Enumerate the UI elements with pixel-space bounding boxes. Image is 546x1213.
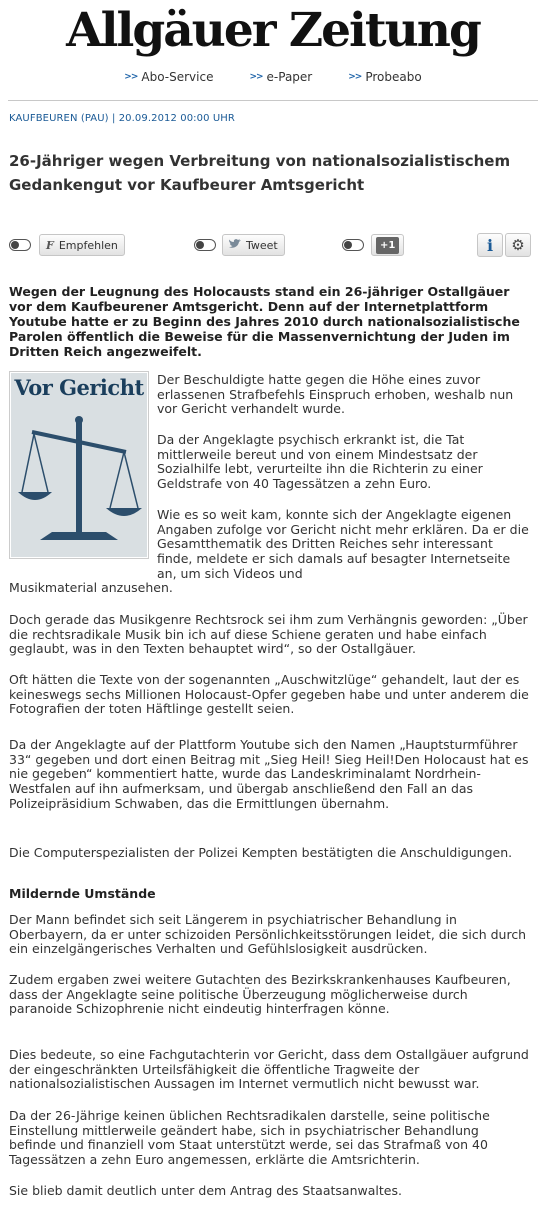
tweet-label: Tweet — [246, 238, 278, 252]
paragraph: Der Mann befindet sich seit Längerem in psychiatrischer Behandlung in Oberbayern, da er unter schizoiden Persönlichkeitsstörungen leidet, die sich durch ein einzelgängerisches Verhalten und Gefühlslosigkeit ausdrücken. — [9, 912, 527, 957]
top-navigation — [0, 70, 546, 85]
paragraph: Doch gerade das Musikgenre Rechtsrock sei ihm zum Verhängnis geworden: „Über die rechtsradikale Musik bin ich auf diese Schiene geraten und habe einfach geglaubt, was in den Texten behauptet wird“, so der Ostallgäuer. — [9, 612, 528, 657]
newspaper-logo[interactable]: Allgäuer Zeitung — [66, 3, 480, 58]
paragraph: Zudem ergaben zwei weitere Gutachten des Bezirkskrankenhauses Kaufbeuren, dass der Angeklagte seine politische Überzeugung möglicherweise durch paranoide Schizophrenie nicht eindeutig hinterfragen könne. — [9, 972, 511, 1017]
twitter-bird-icon — [229, 238, 241, 253]
facebook-privacy-toggle[interactable] — [9, 239, 31, 251]
article-meta: KAUFBEUREN (PAU) | 20.09.2012 00:00 UHR — [9, 113, 235, 124]
nav-link-abo-service[interactable] — [124, 70, 213, 85]
info-button[interactable] — [477, 233, 503, 257]
gear-icon: ⚙ — [511, 235, 525, 254]
paragraph: Oft hätten die Texte von der sogenannten „Auschwitzlüge“ gehandelt, laut der es keineswegs sechs Millionen Holocaust-Opfer gegeben habe und unter anderem die Fotografien der toten Häftlinge gestellt seien. — [9, 672, 529, 717]
article-lead: Wegen der Leugnung des Holocausts stand ein 26-jähriger Ostallgäuer vor dem Kaufbeurener Amtsgericht. Denn auf der Internetplattform Youtube hatte er zu Beginn des Jahres 2010 durch nationalsozialistische Parolen öffentlich die Beweise für die Massenvernichtung der Juden im Dritten Reich angezweifelt. — [9, 284, 520, 359]
scales-of-justice-icon — [10, 412, 148, 558]
nav-link-probeabo[interactable] — [348, 70, 421, 85]
tweet-button[interactable] — [222, 234, 285, 256]
double-arrow-icon: >> — [249, 72, 263, 82]
double-arrow-icon: >> — [348, 72, 362, 82]
paragraph: Der Beschuldigte hatte gegen die Höhe eines zuvor erlassenen Strafbefehls Einspruch erhoben, weshalb nun vor Gericht verhandelt wurde. — [157, 372, 514, 417]
facebook-recommend-label: Empfehlen — [58, 238, 118, 252]
gplus-privacy-toggle[interactable] — [342, 239, 364, 251]
paragraph: Dies bedeute, so eine Fachgutachterin vor Gericht, dass dem Ostallgäuer aufgrund der eingeschränkten Urteilsfähigkeit die öffentliche Tragweite der nationalsozialistischen Aussagen im Internet vermutlich nicht bewusst war. — [9, 1047, 529, 1092]
twitter-privacy-toggle[interactable] — [194, 239, 216, 251]
nav-link-label: e-Paper — [266, 70, 313, 84]
article-headline: 26-Jähriger wegen Verbreitung von nationalsozialistischem Gedankengut vor Kaufbeurer Amtsgericht — [9, 152, 511, 194]
paragraph: Sie blieb damit deutlich unter dem Antrag des Staatsanwaltes. — [9, 1183, 402, 1198]
social-share-bar — [9, 233, 537, 259]
nav-link-label: Abo-Service — [141, 70, 214, 84]
paragraph: Da der Angeklagte psychisch erkrankt ist, die Tat mittlerweile bereut und von einem Mindestsatz der Sozialhilfe lebt, verurteilte ihn die Richterin zu einer Geldstrafe von 40 Tagessätzen a zehn Euro. — [157, 432, 483, 492]
paragraph: Wie es so weit kam, konnte sich der Angeklagte eigenen Angaben zufolge vor Gericht nicht mehr erklären. Da er die Gesamtthematik des Dritten Reiches sehr interessant finde, meldete er sich damals auf besagter Internetseite an, um sich Videos und — [157, 507, 529, 581]
paragraph: Musikmaterial anzusehen. — [9, 580, 173, 595]
gplus-button[interactable] — [371, 234, 404, 256]
nav-link-epaper[interactable] — [249, 70, 312, 85]
double-arrow-icon: >> — [124, 72, 138, 82]
article-image[interactable] — [9, 371, 149, 559]
facebook-recommend-button[interactable] — [39, 234, 125, 256]
info-icon: i — [486, 235, 494, 255]
paragraph: Da der Angeklagte auf der Plattform Youtube sich den Namen „Hauptsturmführer 33“ gegeben und dort einen Beitrag mit „Sieg Heil! Sieg Heil!Den Holocaust hat es nie gegeben“ kommentiert hatte, wurde das Landeskriminalamt Nordrhein-Westfalen auf ihn aufmerksam, und übergab anschließend den Fall an das Polizeipräsidium Schwaben, das die Ermittlungen übernahm. — [9, 737, 529, 811]
gplus-label: +1 — [376, 237, 399, 254]
nav-link-label: Probeabo — [365, 70, 422, 84]
header-divider — [8, 100, 538, 101]
subheading: Mildernde Umstände — [9, 886, 156, 901]
paragraph: Die Computerspezialisten der Polizei Kempten bestätigten die Anschuldigungen. — [9, 845, 513, 860]
settings-button[interactable] — [505, 233, 531, 257]
facebook-icon: F — [46, 238, 54, 252]
paragraph: Da der 26-Jährige keinen üblichen Rechtsradikalen darstelle, seine politische Einstellung mittlerweile geändert habe, sich in psychiatrischer Behandlung befinde und finanziell vom Staat unterstützt werde, sei das Strafmaß von 40 Tagessätzen a zehn Euro angemessen, erklärte die Amtsrichterin. — [9, 1108, 490, 1168]
masthead — [0, 0, 546, 96]
image-caption: Vor Gericht — [14, 375, 144, 400]
